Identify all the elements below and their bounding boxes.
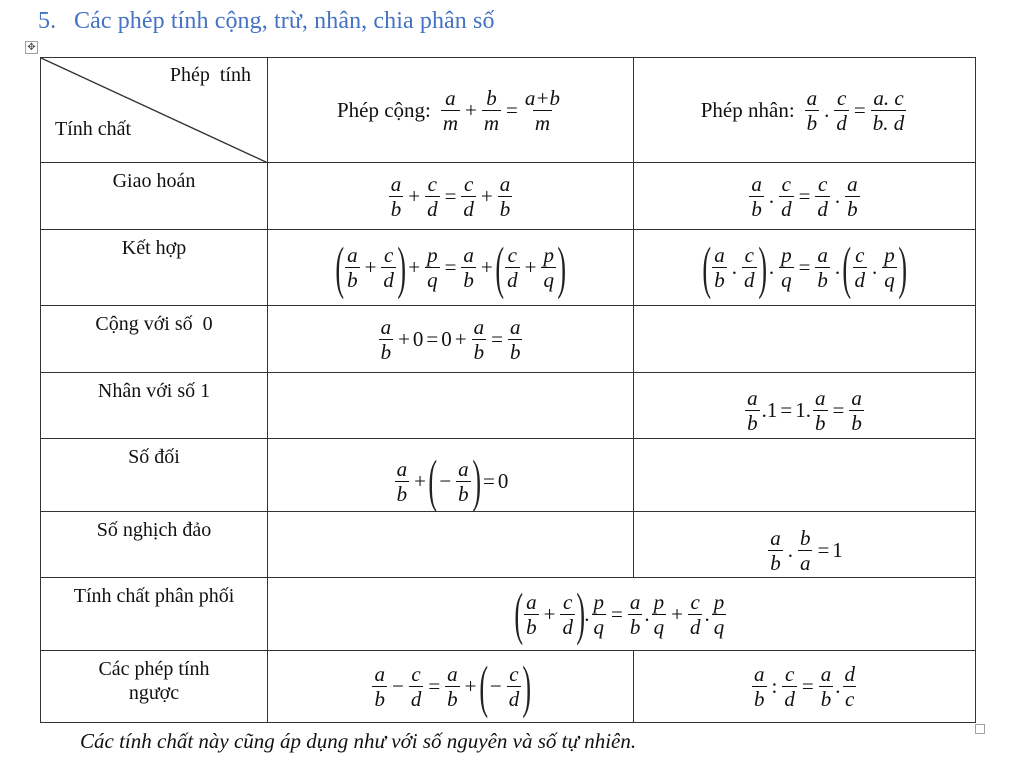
table-row <box>41 512 976 578</box>
table-row <box>41 230 976 306</box>
multiplication-formula: ( $\frac{a}{b}$ . $\frac{c}{d}$ ) . $\frac{p}{q}$ = $\frac{a}{b}$ . ( $\frac{c}{d}$ . $\frac{p}{q}$ ) <box>634 230 976 306</box>
property-cell <box>41 651 268 723</box>
multiplication-formula: $\frac{a}{b}$ : $\frac{c}{d}$ = $\frac{a}{b}$ . $\frac{d}{c}$ <box>634 651 976 723</box>
property-line-2: ngược <box>128 682 180 704</box>
diagonal-header-cell <box>41 58 268 163</box>
section-heading <box>38 8 495 35</box>
fraction-operations-table <box>40 57 976 723</box>
multiplication-label: Phép nhân: <box>700 97 795 122</box>
table-row <box>41 163 976 230</box>
multiplication-formula: $\frac{a}{b}$ . $\frac{b}{a}$ = 1 <box>634 512 976 578</box>
table-row <box>41 651 976 723</box>
multiplication-formula-empty <box>634 306 976 373</box>
table-resize-handle-icon[interactable] <box>975 724 985 734</box>
table-row <box>41 578 976 651</box>
multiplication-formula: $\frac{a}{b}$ . 1 = 1 . $\frac{a}{b}$ = $\frac{a}{b}$ <box>634 373 976 439</box>
property-cell: Nhân với số 1 <box>41 373 268 439</box>
addition-formula: $\frac{a}{b}$ + $\frac{c}{d}$ = $\frac{c}{d}$ + $\frac{a}{b}$ <box>268 163 634 230</box>
distributive-formula: ( $\frac{a}{b}$ + $\frac{c}{d}$ ) . $\frac{p}{q}$ = $\frac{a}{b}$ . $\frac{p}{q}$ + $\frac{c}{d}$ . $\frac{p}{q}$ <box>268 578 976 651</box>
property-cell: Tính chất phân phối <box>41 578 268 651</box>
table-row <box>41 306 976 373</box>
property-line-1: Các phép tính <box>98 658 210 680</box>
addition-formula: $\frac{a}{b}$ + ( − $\frac{a}{b}$ ) = 0 <box>268 439 634 512</box>
table-move-handle-icon[interactable]: ✥ <box>25 41 38 54</box>
header-multiplication: Phép nhân: $\frac{a}{b}$ . $\frac{c}{d}$ = $\frac{a. c}{b. d}$ <box>634 58 976 163</box>
heading-text: Các phép tính cộng, trừ, nhân, chia phân số <box>74 8 495 34</box>
property-cell: Cộng với số 0 <box>41 306 268 373</box>
footnote: Các tính chất này cũng áp dụng như với số nguyên và số tự nhiên. <box>80 729 637 753</box>
addition-formula: $\frac{a}{b}$ − $\frac{c}{d}$ = $\frac{a}{b}$ + ( − $\frac{c}{d}$ ) <box>268 651 634 723</box>
property-cell: Giao hoán <box>41 163 268 230</box>
property-cell: Số nghịch đảo <box>41 512 268 578</box>
multiplication-formula-empty <box>634 439 976 512</box>
addition-formula-empty <box>268 373 634 439</box>
header-properties-label: Tính chất <box>55 118 132 140</box>
addition-formula-empty <box>268 512 634 578</box>
addition-label: Phép cộng: <box>336 97 431 122</box>
addition-formula: ( $\frac{a}{b}$ + $\frac{c}{d}$ ) + $\frac{p}{q}$ = $\frac{a}{b}$ + ( $\frac{c}{d}$ + $\frac{p}{q}$ ) <box>268 230 634 306</box>
header-operations-label: Phép tính <box>169 64 251 86</box>
multiplication-formula: $\frac{a}{b}$ . $\frac{c}{d}$ = $\frac{c}{d}$ . $\frac{a}{b}$ <box>634 163 976 230</box>
table-row <box>41 439 976 512</box>
table-header-row <box>41 58 976 163</box>
addition-formula: $\frac{a}{b}$ + 0 = 0 + $\frac{a}{b}$ = $\frac{a}{b}$ <box>268 306 634 373</box>
header-addition: Phép cộng: $\frac{a}{m}$ + $\frac{b}{m}$ = $\frac{a+b}{m}$ <box>268 58 634 163</box>
property-cell: Số đối <box>41 439 268 512</box>
heading-number: 5. <box>38 8 57 34</box>
table-row <box>41 373 976 439</box>
property-cell: Kết hợp <box>41 230 268 306</box>
